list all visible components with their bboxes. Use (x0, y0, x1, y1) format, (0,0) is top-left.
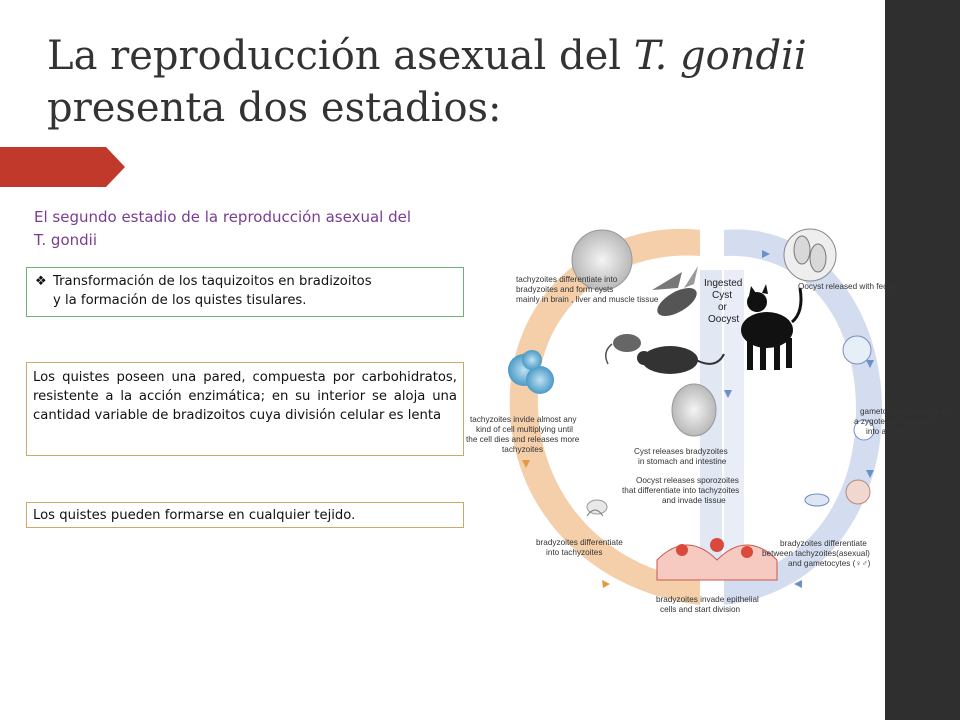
label-bradyzoites-to-tachyzoites: bradyzoites differentiate into tachyzoites (536, 538, 623, 557)
subtitle-line1: El segundo estadio de la reproducción asexual del (34, 208, 411, 226)
life-cycle-diagram (462, 210, 952, 630)
label-oocyst-released: Oocyst released with feces (798, 282, 896, 291)
title-line1-text: La reproducción asexual del (47, 33, 634, 79)
label-oocyst-releases: Oocyst releases sporozoites that differentiate into tachyzoites and invade tissue (622, 476, 740, 505)
transformation-text-line1: Transformación de los taquizoitos en bradizoitos (53, 274, 372, 289)
label-gametocytes-fuse: gametocytes fuse to form a zygote that matures into an oocyst (854, 407, 952, 436)
cyst-wall-text: Los quistes poseen una pared, compuesta por carbohidratos, resistente a la acción enzimática; en su interior se aloja una cantidad variable de bradizoitos cuya división celular es lenta (33, 370, 457, 423)
slide-title (47, 30, 867, 134)
title-species-name: T. gondii (633, 33, 807, 79)
title-accent-bar (0, 147, 125, 187)
any-tissue-text: Los quistes pueden formarse en cualquier tejido. (33, 508, 356, 523)
any-tissue-box (26, 502, 464, 528)
title-line2-text: presenta dos estadios: (47, 85, 502, 131)
label-cyst-releases: Cyst releases bradyzoites in stomach and intestine (634, 447, 728, 466)
right-decorative-band (885, 0, 960, 720)
transformation-box (26, 267, 464, 317)
section-subtitle (34, 206, 494, 252)
cat-icon (741, 284, 801, 370)
diamond-bullet-icon: ❖ (35, 274, 47, 289)
subtitle-line2: T. gondii (34, 231, 97, 249)
oocyst-icon (784, 229, 836, 281)
label-bradyzoites-gametocytes: bradyzoites differentiate between tachyzoites(asexual) and gametocytes (♀♂) (762, 539, 871, 568)
bird-icon (652, 266, 701, 322)
transformation-text-line2: y la formación de los quistes tisulares. (53, 293, 307, 308)
label-ingested: Ingested Cyst or Oocyst (704, 278, 743, 325)
label-bradyzoites-invade: bradyzoites invade epithelial cells and start division (656, 595, 759, 614)
cyst-wall-box (26, 362, 464, 456)
label-tachyzoites-invade: tachyzoites invide almost any kind of cell multiplying until the cell dies and releases more tachyzoites (466, 415, 580, 454)
label-tachyzoites-to-cysts: tachyzoites differentiate into bradyzoites and form cysts mainly in brain , liver and muscle tissue (516, 275, 659, 304)
